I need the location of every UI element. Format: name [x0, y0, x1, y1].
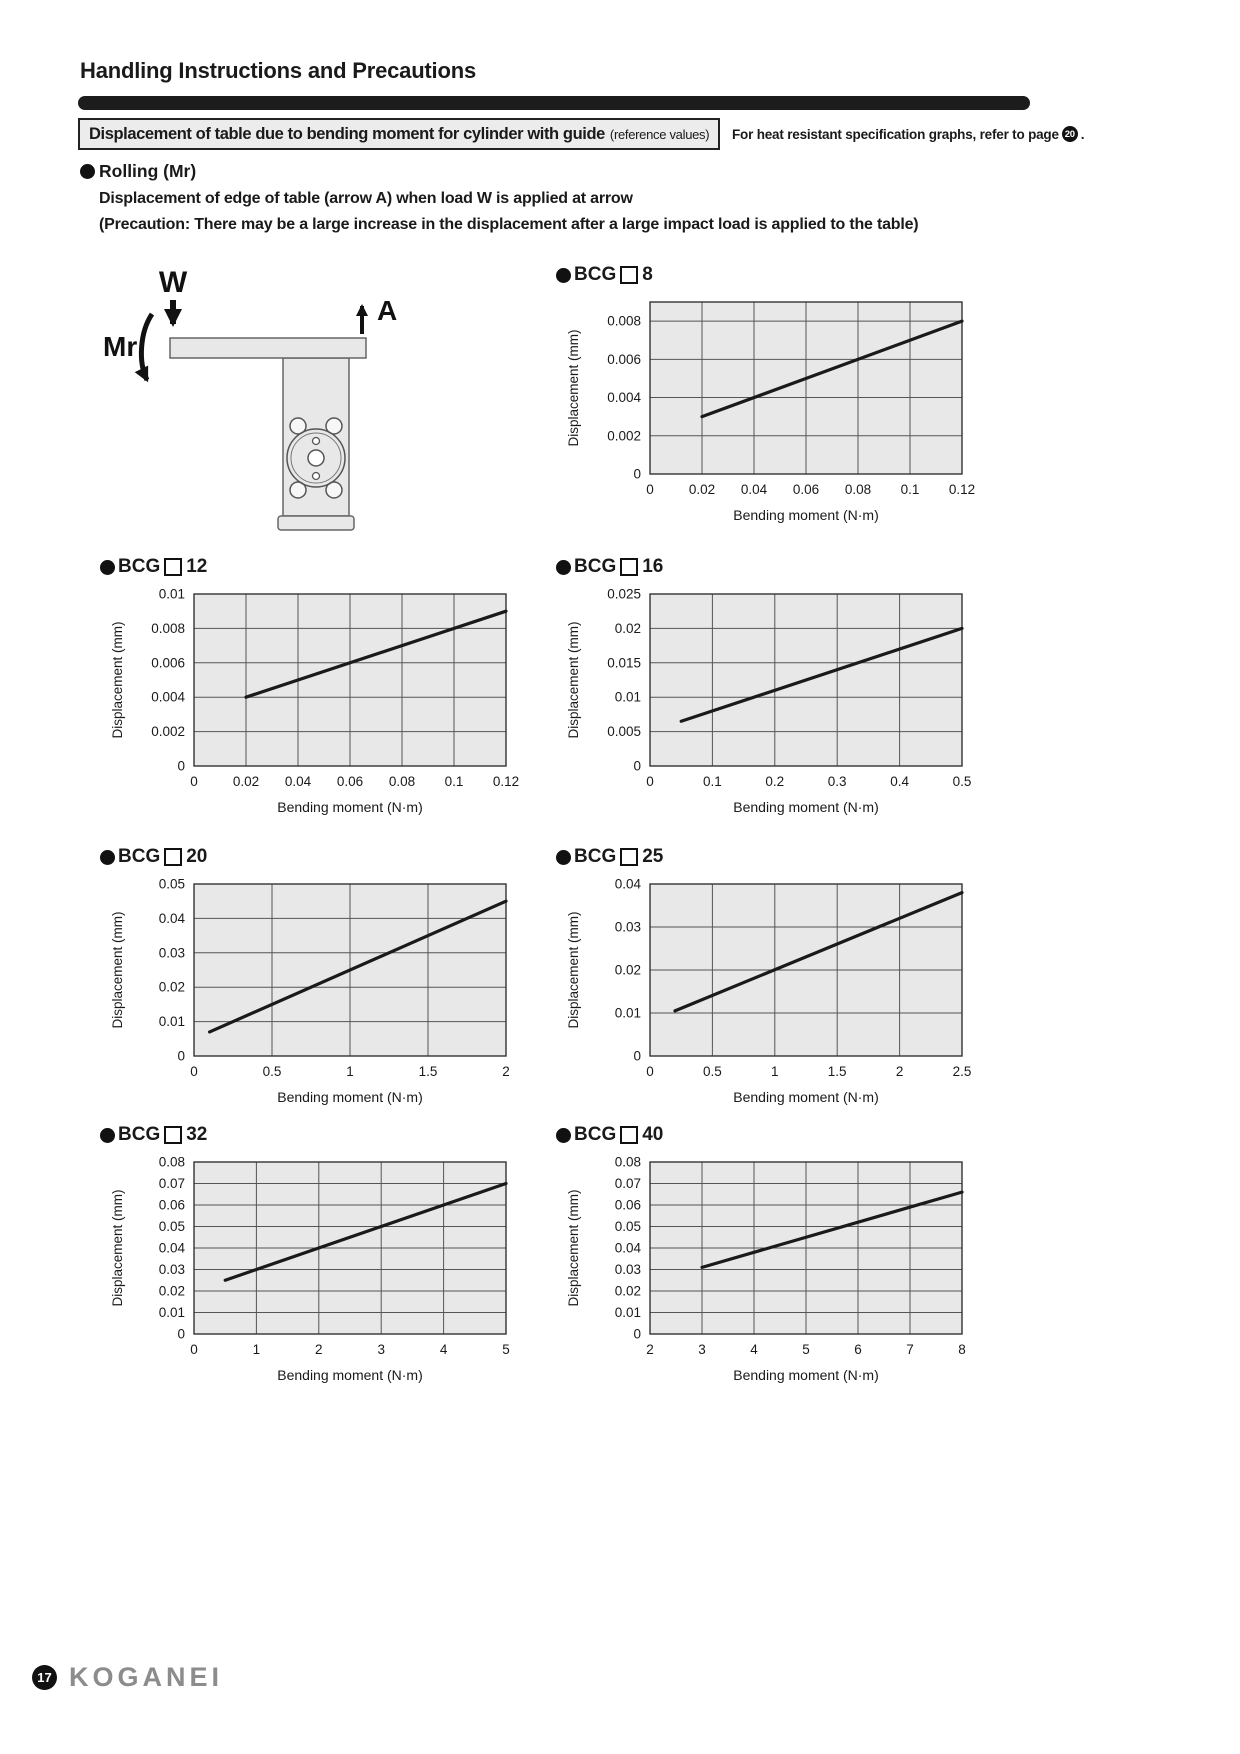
svg-text:0.02: 0.02	[614, 962, 641, 978]
rolling-heading-label: Rolling (Mr)	[99, 161, 197, 181]
svg-text:0.01: 0.01	[158, 1305, 185, 1320]
svg-text:0.07: 0.07	[158, 1176, 185, 1191]
svg-text:0.002: 0.002	[151, 724, 185, 740]
svg-text:0: 0	[633, 1326, 641, 1342]
svg-text:0.015: 0.015	[607, 655, 641, 671]
heat-note-text: For heat resistant specification graphs, refer to page	[732, 126, 1059, 142]
chart-title	[100, 846, 540, 868]
arrow-a-label: A	[377, 295, 398, 326]
svg-text:0.04: 0.04	[740, 482, 768, 497]
chart-title	[556, 264, 996, 286]
svg-text:0: 0	[177, 758, 185, 774]
y-axis-label: Displacement (mm)	[110, 911, 125, 1029]
svg-text:0: 0	[177, 1048, 185, 1064]
chart-canvas	[556, 584, 996, 831]
cylinder-body	[278, 358, 354, 530]
svg-text:0.05: 0.05	[614, 1219, 641, 1234]
svg-text:0.1: 0.1	[703, 774, 722, 789]
chart-svg	[556, 584, 988, 826]
model-box-icon	[620, 1126, 638, 1144]
svg-text:0.12: 0.12	[492, 774, 520, 789]
x-axis-label: Bending moment (N·m)	[733, 1089, 879, 1105]
x-axis-label: Bending moment (N·m)	[733, 507, 879, 523]
svg-text:1: 1	[346, 1064, 354, 1079]
svg-text:0.04: 0.04	[284, 774, 312, 789]
rolling-heading	[80, 161, 196, 182]
svg-text:0.08: 0.08	[388, 774, 416, 789]
svg-text:0.008: 0.008	[607, 313, 641, 329]
svg-text:6: 6	[854, 1342, 862, 1357]
model-size: 25	[642, 846, 664, 867]
footer	[32, 1662, 223, 1693]
model-prefix: BCG	[574, 556, 617, 577]
model-prefix: BCG	[574, 846, 617, 867]
page-title: Handling Instructions and Precautions	[80, 58, 476, 83]
svg-text:0.08: 0.08	[844, 482, 872, 497]
chart-svg	[100, 1152, 532, 1394]
moment-label: Mr	[103, 331, 138, 362]
svg-text:2: 2	[502, 1064, 510, 1079]
svg-text:0.02: 0.02	[688, 482, 716, 497]
svg-text:0.08: 0.08	[158, 1154, 185, 1170]
svg-text:0.12: 0.12	[948, 482, 976, 497]
svg-text:0.004: 0.004	[607, 390, 641, 406]
y-axis-label: Displacement (mm)	[566, 621, 581, 739]
svg-text:0.1: 0.1	[444, 774, 464, 789]
y-axis-label: Displacement (mm)	[566, 1189, 581, 1307]
svg-text:0.01: 0.01	[158, 1014, 185, 1030]
bullet-icon	[556, 268, 571, 283]
svg-text:0: 0	[190, 774, 198, 789]
svg-text:0.008: 0.008	[151, 620, 185, 636]
svg-text:4: 4	[439, 1342, 448, 1357]
x-axis-label: Bending moment (N·m)	[733, 799, 879, 815]
rolling-precaution: (Precaution: There may be a large increase in the displacement after a large impact load is applied to the table)	[99, 216, 919, 233]
svg-text:0.006: 0.006	[607, 351, 641, 367]
svg-text:3: 3	[377, 1342, 385, 1357]
header-rule	[78, 96, 1030, 110]
svg-text:0.05: 0.05	[158, 876, 185, 892]
svg-text:0.01: 0.01	[614, 1005, 641, 1021]
x-axis-label: Bending moment (N·m)	[277, 799, 423, 815]
svg-text:0.03: 0.03	[158, 945, 185, 961]
y-axis-label: Displacement (mm)	[110, 621, 125, 739]
svg-text:5: 5	[502, 1342, 510, 1357]
svg-text:0.004: 0.004	[151, 689, 185, 705]
svg-text:1.5: 1.5	[418, 1064, 438, 1079]
model-size: 8	[642, 264, 653, 285]
model-size: 12	[186, 556, 208, 577]
chart-canvas	[100, 1152, 540, 1399]
svg-text:0.02: 0.02	[614, 1283, 641, 1299]
svg-text:0: 0	[190, 1342, 198, 1357]
svg-text:0.025: 0.025	[607, 586, 641, 602]
svg-text:2: 2	[895, 1064, 904, 1079]
chart-svg	[100, 874, 532, 1116]
model-size: 16	[642, 556, 664, 577]
bullet-icon	[556, 1128, 571, 1143]
svg-text:0.006: 0.006	[151, 655, 185, 671]
svg-text:1: 1	[252, 1342, 261, 1357]
svg-text:0.06: 0.06	[792, 482, 820, 497]
svg-text:0: 0	[633, 466, 641, 482]
svg-text:0.3: 0.3	[827, 774, 847, 789]
chart-canvas	[100, 584, 540, 831]
chart-title	[556, 556, 996, 578]
x-axis-label: Bending moment (N·m)	[277, 1089, 423, 1105]
chart-bcg20	[100, 846, 540, 1121]
svg-text:0.04: 0.04	[158, 910, 185, 926]
chart-title	[556, 846, 996, 868]
svg-text:0.06: 0.06	[336, 774, 364, 789]
svg-text:0.01: 0.01	[614, 689, 641, 705]
y-axis-label: Displacement (mm)	[110, 1189, 125, 1307]
bullet-icon	[556, 850, 571, 865]
svg-text:0.002: 0.002	[607, 428, 641, 444]
svg-text:0.1: 0.1	[900, 482, 920, 497]
svg-text:0.04: 0.04	[614, 876, 641, 892]
chart-bcg25	[556, 846, 996, 1121]
section-header-box	[78, 118, 720, 150]
svg-text:7: 7	[906, 1342, 914, 1357]
bullet-icon	[100, 850, 115, 865]
section-title-suffix: (reference values)	[609, 126, 710, 142]
load-label: W	[158, 266, 188, 299]
bullet-icon	[80, 164, 95, 179]
svg-text:0.03: 0.03	[614, 919, 641, 935]
svg-text:0: 0	[646, 774, 654, 789]
svg-text:0: 0	[646, 1064, 654, 1079]
chart-svg	[556, 1152, 988, 1394]
svg-text:0: 0	[190, 1064, 198, 1079]
page-number-badge: 17	[32, 1665, 57, 1690]
svg-text:0.06: 0.06	[158, 1197, 185, 1213]
svg-text:0.05: 0.05	[158, 1219, 185, 1234]
svg-text:0.07: 0.07	[614, 1176, 641, 1191]
svg-text:0.5: 0.5	[703, 1064, 722, 1079]
svg-text:0: 0	[633, 758, 641, 774]
svg-text:0.01: 0.01	[614, 1305, 641, 1320]
svg-text:0.5: 0.5	[952, 774, 972, 789]
chart-bcg8	[556, 264, 996, 539]
moment-diagram	[85, 258, 425, 548]
chart-title	[100, 1124, 540, 1146]
chart-bcg32	[100, 1124, 540, 1399]
chart-canvas	[100, 874, 540, 1121]
svg-text:0.06: 0.06	[614, 1197, 641, 1213]
heat-note-period: .	[1080, 126, 1085, 142]
chart-svg	[556, 292, 988, 534]
moment-arrow-icon	[141, 314, 152, 380]
chart-bcg40	[556, 1124, 996, 1399]
svg-text:3: 3	[698, 1342, 706, 1357]
model-prefix: BCG	[118, 556, 161, 577]
chart-bcg12	[100, 556, 540, 831]
chart-svg	[100, 584, 532, 826]
model-box-icon	[164, 1126, 182, 1144]
svg-text:0: 0	[177, 1326, 185, 1342]
table-plate	[170, 338, 366, 358]
brand-logo: KOGANEI	[69, 1662, 224, 1692]
chart-bcg16	[556, 556, 996, 831]
model-size: 20	[186, 846, 208, 867]
svg-text:8: 8	[958, 1342, 966, 1357]
model-box-icon	[620, 848, 638, 866]
chart-title	[100, 556, 540, 578]
model-size: 40	[642, 1124, 664, 1145]
svg-text:0.005: 0.005	[607, 724, 641, 740]
y-axis-label: Displacement (mm)	[566, 911, 581, 1029]
model-prefix: BCG	[574, 1124, 617, 1145]
svg-text:0.02: 0.02	[232, 774, 260, 789]
section-title: Displacement of table due to bending moment for cylinder with guide	[89, 124, 605, 143]
svg-text:2: 2	[646, 1342, 654, 1357]
model-size: 32	[186, 1124, 208, 1145]
bullet-icon	[556, 560, 571, 575]
svg-text:0: 0	[633, 1048, 641, 1064]
svg-text:0.5: 0.5	[262, 1064, 282, 1079]
rolling-description: Displacement of edge of table (arrow A) when load W is applied at arrow	[99, 190, 633, 207]
svg-text:0.02: 0.02	[614, 620, 641, 636]
page-ref-badge: 20	[1062, 126, 1078, 142]
svg-text:0.03: 0.03	[158, 1262, 185, 1277]
model-prefix: BCG	[118, 1124, 161, 1145]
y-axis-label: Displacement (mm)	[566, 329, 581, 447]
svg-text:0.02: 0.02	[158, 1283, 185, 1299]
svg-text:0.04: 0.04	[614, 1240, 641, 1256]
svg-text:0.04: 0.04	[158, 1240, 185, 1256]
svg-text:1.5: 1.5	[827, 1064, 847, 1079]
svg-text:2: 2	[315, 1342, 323, 1357]
model-box-icon	[620, 558, 638, 576]
chart-canvas	[556, 292, 996, 539]
chart-canvas	[556, 1152, 996, 1399]
model-prefix: BCG	[118, 846, 161, 867]
svg-text:2.5: 2.5	[952, 1064, 972, 1079]
model-box-icon	[620, 266, 638, 284]
svg-text:5: 5	[802, 1342, 810, 1357]
x-axis-label: Bending moment (N·m)	[277, 1367, 423, 1383]
svg-text:0.02: 0.02	[158, 979, 185, 995]
bullet-icon	[100, 560, 115, 575]
svg-text:0.2: 0.2	[765, 774, 785, 789]
model-box-icon	[164, 558, 182, 576]
chart-svg	[556, 874, 988, 1116]
x-axis-label: Bending moment (N·m)	[733, 1367, 879, 1383]
chart-title	[556, 1124, 996, 1146]
model-box-icon	[164, 848, 182, 866]
svg-text:0.01: 0.01	[158, 586, 185, 602]
svg-text:0: 0	[646, 482, 654, 497]
bullet-icon	[100, 1128, 115, 1143]
heat-resistant-note	[732, 126, 1084, 142]
svg-text:4: 4	[750, 1342, 758, 1357]
svg-text:0.4: 0.4	[890, 774, 909, 789]
chart-canvas	[556, 874, 996, 1121]
svg-text:1: 1	[771, 1064, 779, 1079]
model-prefix: BCG	[574, 264, 617, 285]
svg-text:0.03: 0.03	[614, 1262, 641, 1277]
svg-text:0.08: 0.08	[614, 1154, 641, 1170]
